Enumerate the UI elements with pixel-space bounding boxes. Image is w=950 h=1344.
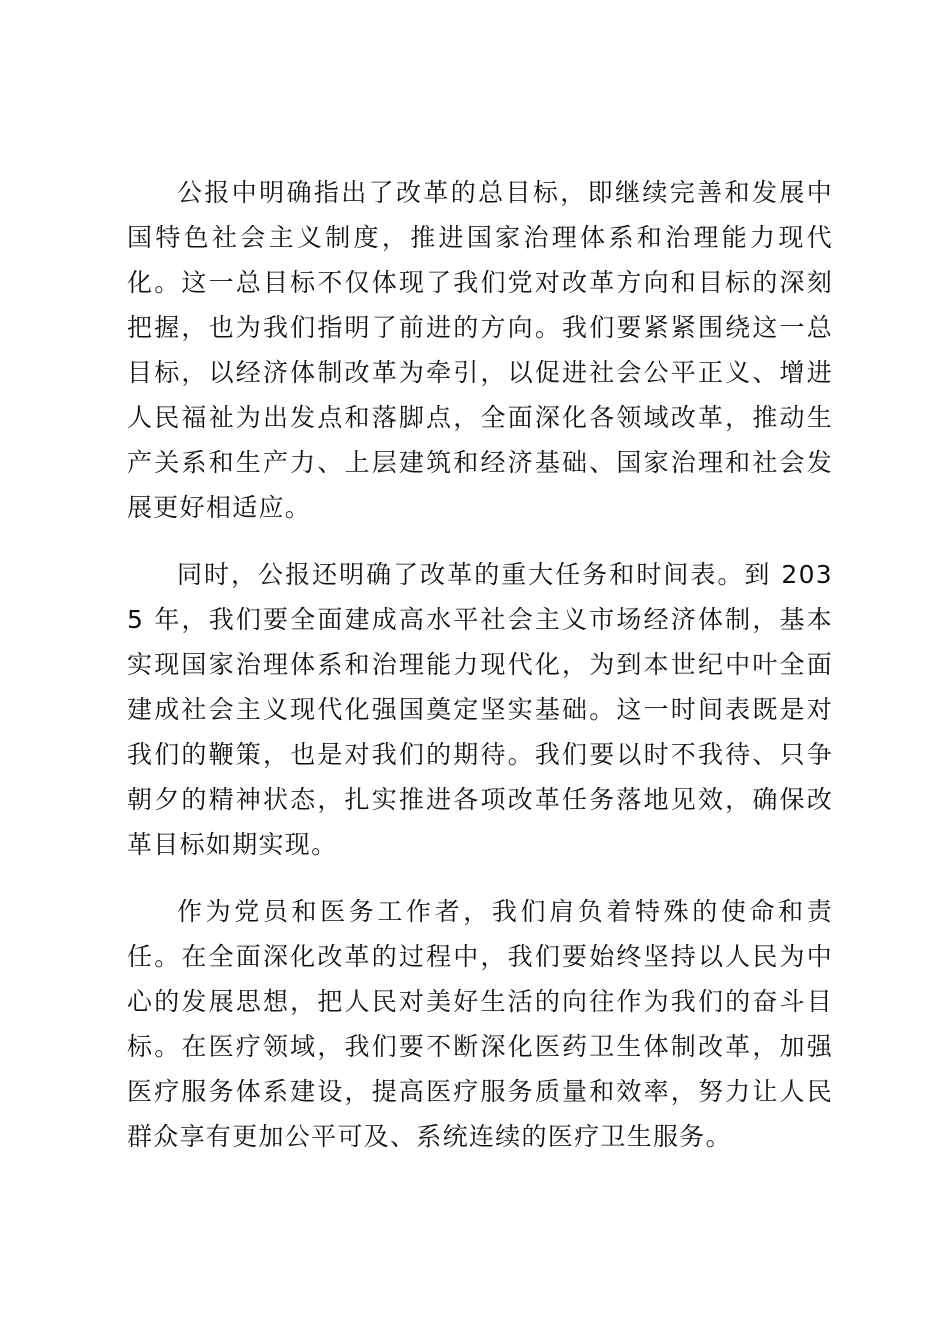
paragraph-reform-timeline: 同时，公报还明确了改革的重大任务和时间表。到 2035 年，我们要全面建成高水平社会主义市场经济体制，基本实现国家治理体系和治理能力现代化，为到本世纪中叶全面建成社会主义现代化强国奠定坚实基础。这一时间表既是对我们的鞭策，也是对我们的期待。我们要以时不我待、只争朝夕的精神状态，扎实推进各项改革任务落地见效，确保改革目标如期实现。: [127, 560, 833, 859]
paragraph-medical-workers: 作为党员和医务工作者，我们肩负着特殊的使命和责任。在全面深化改革的过程中，我们要始终坚持以人民为中心的发展思想，把人民对美好生活的向往作为我们的奋斗目标。在医疗领域，我们要不断深化医药卫生体制改革，加强医疗服务体系建设，提高医疗服务质量和效率，努力让人民群众享有更加公平可及、系统连续的医疗卫生服务。: [127, 897, 833, 1151]
document-body: [127, 170, 833, 1181]
paragraph-reform-goal: 公报中明确指出了改革的总目标，即继续完善和发展中国特色社会主义制度，推进国家治理体系和治理能力现代化。这一总目标不仅体现了我们党对改革方向和目标的深刻把握，也为我们指明了前进的方向。我们要紧紧围绕这一总目标，以经济体制改革为牵引，以促进社会公平正义、增进人民福祉为出发点和落脚点，全面深化各领域改革，推动生产关系和生产力、上层建筑和经济基础、国家治理和社会发展更好相适应。: [127, 178, 833, 522]
